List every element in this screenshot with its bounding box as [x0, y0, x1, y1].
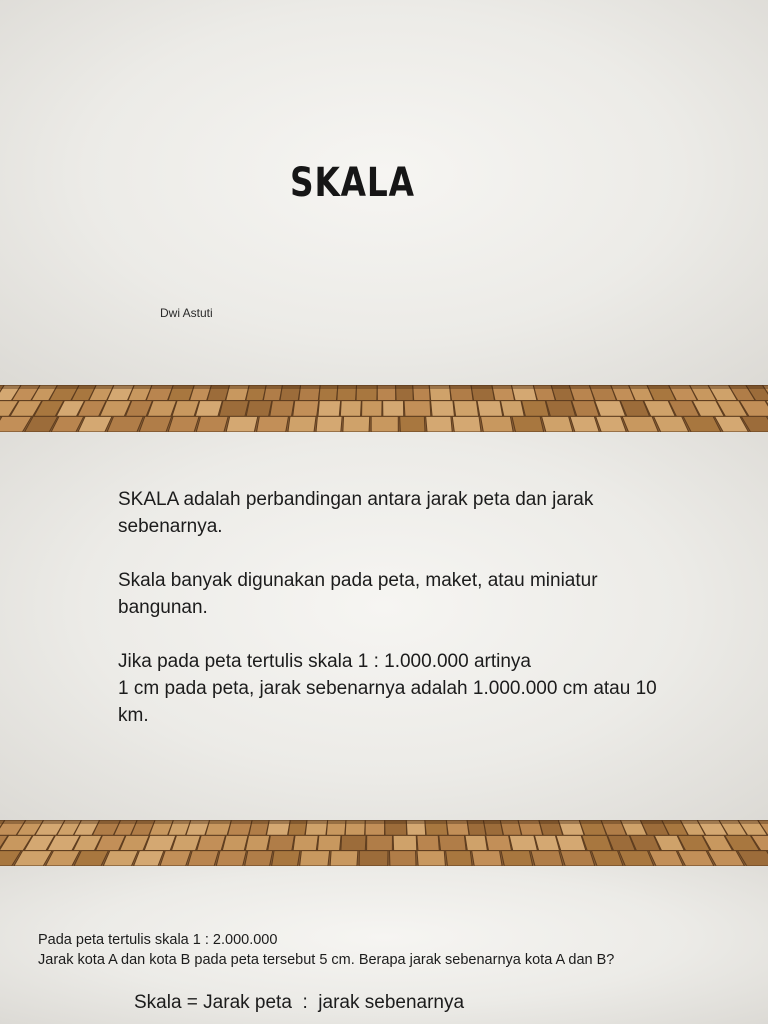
text-line: Skala banyak digunakan pada peta, maket, atau miniatur — [118, 570, 598, 591]
wood-plank — [245, 835, 269, 850]
wood-plank — [134, 851, 164, 866]
wood-plank — [509, 835, 537, 850]
wood-plank — [359, 851, 388, 866]
paragraph-definition — [118, 486, 718, 540]
wood-plank — [340, 401, 361, 417]
wood-plank — [446, 851, 473, 866]
author-name: Dwi Astuti — [160, 306, 213, 320]
paragraph-usage — [118, 567, 718, 621]
wood-plank — [196, 416, 228, 432]
wood-plank — [144, 835, 176, 850]
wood-plank — [477, 401, 503, 417]
wood-plank — [596, 416, 627, 432]
wood-plank — [171, 835, 200, 850]
wood-plank — [383, 401, 404, 417]
wood-floor-divider — [0, 820, 768, 866]
wood-plank — [270, 401, 294, 417]
wood-plank — [293, 401, 319, 417]
scale-formula: Skala = Jarak peta : jarak sebenarnya — [134, 992, 465, 1013]
wood-plank — [219, 401, 249, 417]
wood-plank — [439, 835, 466, 850]
wood-plank — [404, 401, 431, 417]
wood-plank — [426, 416, 453, 432]
exercise-slide — [0, 866, 768, 1024]
question-line: Jarak kota A dan kota B pada peta tersebut 5 cm. Berapa jarak sebenarnya kota A dan B? — [38, 952, 615, 968]
wood-plank — [371, 416, 398, 432]
wood-plank — [343, 416, 370, 432]
wood-plank — [454, 401, 479, 417]
question-line: Pada peta tertulis skala 1 : 2.000.000 — [38, 932, 278, 948]
wood-plank — [195, 401, 222, 417]
wood-plank — [556, 835, 586, 850]
wood-plank — [501, 401, 525, 417]
wood-plank — [160, 851, 191, 866]
wood-plank — [172, 401, 199, 417]
wood-plank — [452, 416, 481, 432]
slide-title: SKALA — [290, 160, 415, 206]
wood-floor-graphic — [0, 820, 768, 866]
wood-plank — [139, 416, 172, 432]
wood-plank — [481, 416, 514, 432]
text-line: SKALA adalah perbandingan antara jarak peta dan jarak — [118, 489, 594, 510]
definition-text — [118, 486, 718, 729]
wood-plank — [570, 416, 599, 432]
wood-plank — [367, 835, 393, 850]
wood-plank — [222, 835, 248, 850]
wood-plank — [591, 851, 623, 866]
wood-plank — [393, 835, 417, 850]
wood-plank — [330, 851, 358, 866]
wood-plank — [300, 851, 330, 866]
wood-floor-graphic — [0, 385, 768, 432]
wood-plank — [486, 835, 512, 850]
paragraph-example — [118, 648, 718, 729]
wood-plank — [168, 416, 199, 432]
wood-plank — [245, 851, 273, 866]
wood-plank — [465, 835, 487, 850]
text-line: km. — [118, 705, 149, 726]
definition-slide — [0, 432, 768, 820]
wood-plank — [316, 416, 342, 432]
text-line: bangunan. — [118, 597, 208, 618]
wood-plank — [318, 401, 341, 417]
exercise-question — [38, 930, 758, 970]
wood-floor-divider — [0, 385, 768, 432]
wood-plank — [501, 851, 533, 866]
title-slide — [0, 0, 768, 385]
wood-plank — [268, 835, 295, 850]
wood-plank — [257, 416, 289, 432]
wood-plank — [417, 851, 445, 866]
wood-plank — [400, 416, 425, 432]
wood-plank — [362, 401, 383, 417]
wood-plank — [512, 416, 544, 432]
wood-plank — [582, 835, 613, 850]
wood-plank — [188, 851, 219, 866]
wood-plank — [147, 401, 176, 417]
wood-plank — [619, 851, 654, 866]
wood-plank — [560, 851, 594, 866]
wood-plank — [246, 401, 272, 417]
wood-plank — [522, 401, 550, 417]
wood-plank — [417, 835, 439, 850]
text-line: sebenarnya. — [118, 516, 223, 537]
wood-plank — [472, 851, 502, 866]
wood-plank — [103, 851, 138, 866]
wood-plank — [226, 416, 258, 432]
wood-plank — [531, 851, 563, 866]
wood-plank — [197, 835, 226, 850]
wood-plank — [107, 416, 143, 432]
wood-plank — [317, 835, 341, 850]
wood-plank — [288, 416, 316, 432]
wood-plank — [534, 835, 559, 850]
wood-plank — [542, 416, 573, 432]
wood-floor-shadow — [0, 385, 768, 389]
text-line: 1 cm pada peta, jarak sebenarnya adalah 1.000.000 cm atau 10 — [118, 678, 657, 699]
wood-plank — [431, 401, 455, 417]
text-line: Jika pada peta tertulis skala 1 : 1.000.000 artinya — [118, 651, 531, 672]
wood-plank — [341, 835, 366, 850]
wood-plank — [622, 416, 658, 432]
wood-plank — [389, 851, 416, 866]
wood-plank — [216, 851, 246, 866]
wood-floor-shadow — [0, 820, 768, 824]
wood-plank — [546, 401, 576, 417]
wood-plank — [293, 835, 318, 850]
wood-plank — [272, 851, 300, 866]
